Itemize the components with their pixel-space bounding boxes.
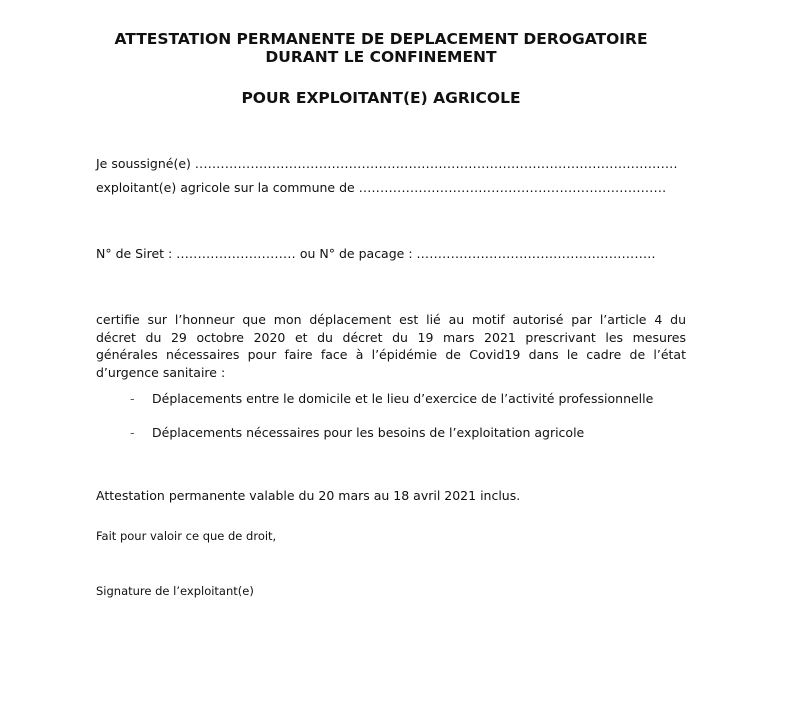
soussigne-label: Je soussigné(e) bbox=[96, 156, 191, 171]
commune-field[interactable]: ........................................................................ bbox=[358, 180, 667, 195]
pacage-field[interactable]: ........................................................ bbox=[416, 246, 656, 261]
certification-line-1: certifie sur l’honneur que mon déplacement est lié au motif autorisé par l’article 4 du bbox=[96, 312, 686, 327]
commune-row bbox=[96, 180, 666, 195]
siret-label: N° de Siret : bbox=[96, 246, 173, 261]
document-subtitle: POUR EXPLOITANT(E) AGRICOLE bbox=[241, 89, 521, 107]
siret-field[interactable]: ............................ bbox=[176, 246, 296, 261]
signature-label: Signature de l’exploitant(e) bbox=[96, 584, 254, 598]
motif-item bbox=[130, 425, 584, 440]
certification-line-4: d’urgence sanitaire : bbox=[96, 364, 226, 380]
closing-statement: Fait pour valoir ce que de droit, bbox=[96, 529, 277, 543]
soussigne-row bbox=[96, 156, 678, 171]
siret-pacage-row bbox=[96, 246, 656, 261]
motif-text: Déplacements nécessaires pour les besoins de l’exploitation agricole bbox=[152, 425, 585, 440]
pacage-label: N° de pacage : bbox=[319, 246, 413, 261]
bullet-dash: - bbox=[130, 425, 135, 440]
validity-statement: Attestation permanente valable du 20 mars au 18 avril 2021 inclus. bbox=[96, 488, 521, 503]
motif-item bbox=[130, 391, 653, 406]
commune-label: exploitant(e) agricole sur la commune de bbox=[96, 180, 355, 195]
certification-line-3: générales nécessaires pour faire face à l’épidémie de Covid19 dans le cadre de l’état bbox=[96, 347, 686, 362]
document-title-line-1: ATTESTATION PERMANENTE DE DEPLACEMENT DEROGATOIRE bbox=[114, 30, 648, 48]
bullet-dash: - bbox=[130, 391, 135, 406]
certification-line-2: décret du 29 octobre 2020 et du décret du 19 mars 2021 prescrivant les mesures bbox=[96, 329, 686, 345]
certification-paragraph bbox=[96, 311, 686, 381]
soussigne-field[interactable]: ................................................................................................................. bbox=[194, 156, 678, 171]
or-label: ou bbox=[299, 246, 316, 261]
document-title-line-2: DURANT LE CONFINEMENT bbox=[265, 48, 497, 66]
motif-text: Déplacements entre le domicile et le lieu d’exercice de l’activité professionnelle bbox=[152, 391, 654, 406]
